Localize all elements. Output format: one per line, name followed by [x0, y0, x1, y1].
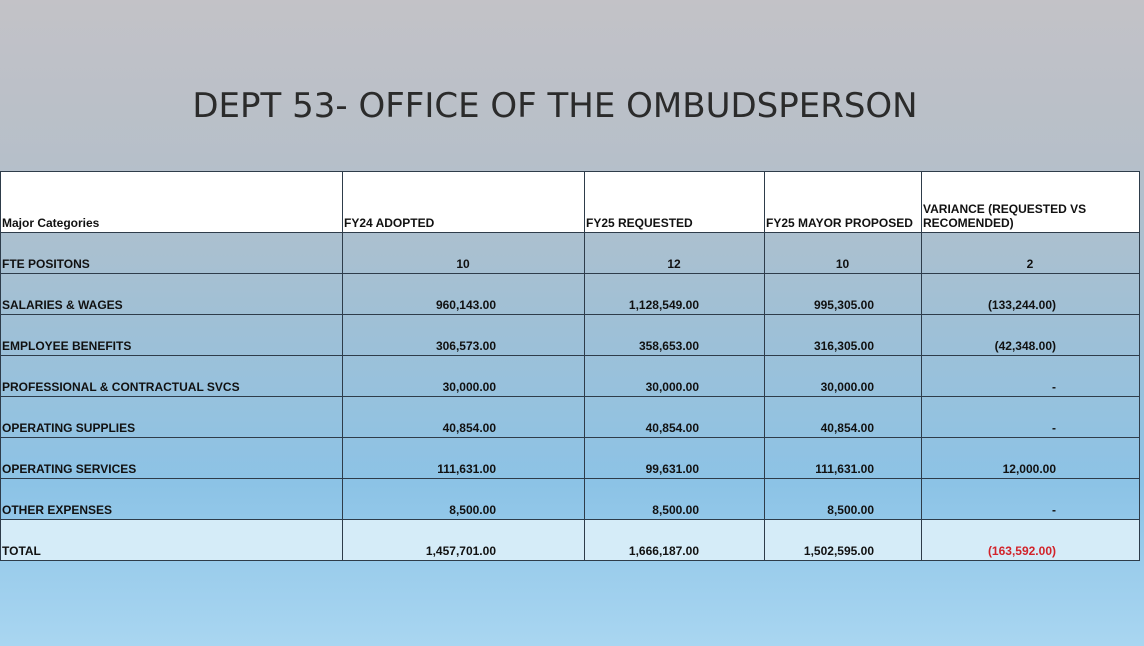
row-category: OPERATING SERVICES [1, 438, 343, 479]
table-row [1, 438, 1140, 479]
cell-variance: - [922, 479, 1140, 520]
header-variance: VARIANCE (REQUESTED VS RECOMENDED) [922, 172, 1140, 233]
table-total-row [1, 520, 1140, 561]
cell-fy24: 960,143.00 [343, 274, 585, 315]
cell-fy25-requested: 12 [585, 233, 765, 274]
total-fy25-requested: 1,666,187.00 [585, 520, 765, 561]
cell-variance: 2 [922, 233, 1140, 274]
row-category: FTE POSITONS [1, 233, 343, 274]
table-row [1, 356, 1140, 397]
cell-fy24: 111,631.00 [343, 438, 585, 479]
cell-fy25-requested: 358,653.00 [585, 315, 765, 356]
cell-fy25-requested: 8,500.00 [585, 479, 765, 520]
total-fy25-proposed: 1,502,595.00 [765, 520, 922, 561]
cell-fy25-proposed: 8,500.00 [765, 479, 922, 520]
header-fy25-mayor-proposed: FY25 MAYOR PROPOSED [765, 172, 922, 233]
row-category: PROFESSIONAL & CONTRACTUAL SVCS [1, 356, 343, 397]
header-major-categories: Major Categories [1, 172, 343, 233]
table-row [1, 233, 1140, 274]
cell-fy25-proposed: 10 [765, 233, 922, 274]
cell-variance: - [922, 356, 1140, 397]
page-title: DEPT 53- OFFICE OF THE OMBUDSPERSON [192, 86, 918, 126]
table-row [1, 479, 1140, 520]
cell-fy24: 306,573.00 [343, 315, 585, 356]
budget-table [0, 171, 1140, 561]
cell-fy25-requested: 99,631.00 [585, 438, 765, 479]
cell-fy24: 40,854.00 [343, 397, 585, 438]
table-header-row [1, 172, 1140, 233]
cell-variance: - [922, 397, 1140, 438]
cell-fy25-requested: 40,854.00 [585, 397, 765, 438]
total-variance: (163,592.00) [922, 520, 1140, 561]
cell-fy25-proposed: 30,000.00 [765, 356, 922, 397]
total-fy24: 1,457,701.00 [343, 520, 585, 561]
header-fy24-adopted: FY24 ADOPTED [343, 172, 585, 233]
cell-fy24: 30,000.00 [343, 356, 585, 397]
row-category: OPERATING SUPPLIES [1, 397, 343, 438]
total-label: TOTAL [1, 520, 343, 561]
cell-fy24: 10 [343, 233, 585, 274]
table-row [1, 397, 1140, 438]
table-row [1, 274, 1140, 315]
row-category: EMPLOYEE BENEFITS [1, 315, 343, 356]
cell-variance: (133,244.00) [922, 274, 1140, 315]
cell-variance: (42,348.00) [922, 315, 1140, 356]
cell-fy25-proposed: 40,854.00 [765, 397, 922, 438]
table-row [1, 315, 1140, 356]
row-category: SALARIES & WAGES [1, 274, 343, 315]
cell-fy25-requested: 1,128,549.00 [585, 274, 765, 315]
cell-fy25-proposed: 111,631.00 [765, 438, 922, 479]
cell-fy24: 8,500.00 [343, 479, 585, 520]
cell-fy25-requested: 30,000.00 [585, 356, 765, 397]
cell-variance: 12,000.00 [922, 438, 1140, 479]
header-fy25-requested: FY25 REQUESTED [585, 172, 765, 233]
row-category: OTHER EXPENSES [1, 479, 343, 520]
cell-fy25-proposed: 995,305.00 [765, 274, 922, 315]
cell-fy25-proposed: 316,305.00 [765, 315, 922, 356]
